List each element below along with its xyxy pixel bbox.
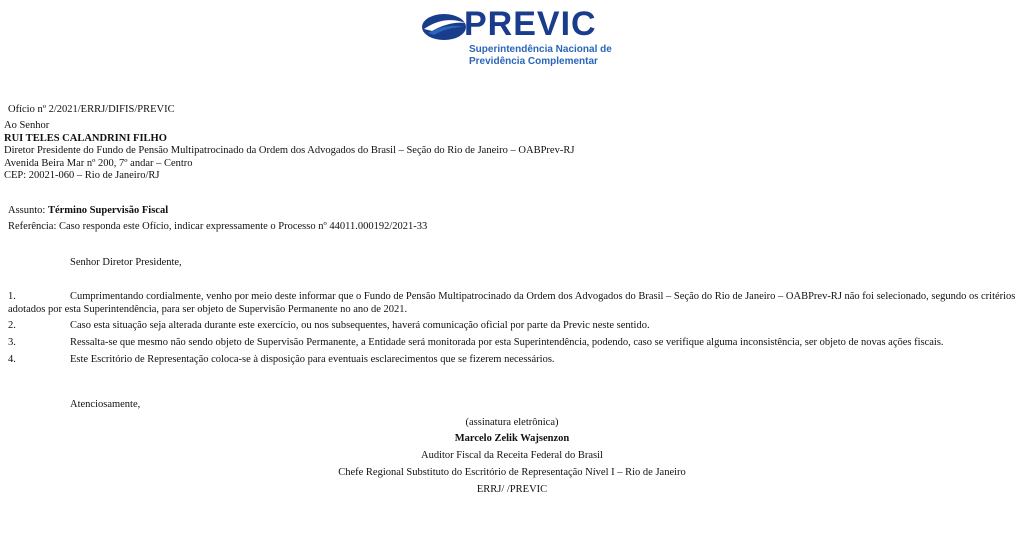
paragraph-number: 4. xyxy=(8,354,16,365)
subject-line xyxy=(8,205,168,218)
paragraph-text: Caso esta situação seja alterada durante este exercício, ou nos subsequentes, haverá comunicação oficial por parte da Previc neste sentido. xyxy=(70,320,650,331)
subject-label: Assunto: xyxy=(8,205,48,216)
paragraph-text: Este Escritório de Representação coloca-se à disposição para eventuais esclarecimentos que se fizerem necessários. xyxy=(70,354,555,365)
signatory-role: Auditor Fiscal da Receita Federal do Brasil xyxy=(421,450,603,461)
recipient-title: Diretor Presidente do Fundo de Pensão Multipatrocinado da Ordem dos Advogados do Brasil – Seção do Rio de Janeiro – OABPrev-RJ xyxy=(4,145,575,157)
process-reference-line: Referência: Caso responda este Ofício, indicar expressamente o Processo nº 44011.000192/2021-33 xyxy=(8,221,428,232)
paragraph-number: 2. xyxy=(8,320,16,331)
logo-subtitle-line2: Previdência Complementar xyxy=(469,56,598,67)
signature-note: (assinatura eletrônica) xyxy=(465,417,559,428)
document-reference-number: Ofício nº 2/2021/ERRJ/DIFIS/PREVIC xyxy=(8,104,175,115)
recipient-cep: CEP: 20021-060 – Rio de Janeiro/RJ xyxy=(4,170,160,182)
paragraph-4 xyxy=(8,354,1024,367)
subject-value: Término Supervisão Fiscal xyxy=(47,205,169,216)
logo-wordmark: PREVIC xyxy=(464,5,597,43)
recipient-name: RUI TELES CALANDRINI FILHO xyxy=(4,132,167,144)
paragraph-number: 1. xyxy=(8,291,16,302)
paragraph-text: Ressalta-se que mesmo não sendo objeto de Supervisão Permanente, a Entidade será monitorada por esta Superintendência, podendo, caso se verifique alguma inconsistência, ser objeto de novas ações fiscais. xyxy=(70,337,944,348)
recipient-block xyxy=(4,120,574,183)
previc-logo xyxy=(420,5,620,71)
recipient-salutation: Ao Senhor xyxy=(4,120,50,131)
logo-subtitle xyxy=(469,44,612,68)
logo-subtitle-line1: Superintendência Nacional de xyxy=(469,44,612,55)
greeting: Senhor Diretor Presidente, xyxy=(70,257,182,268)
paragraph-continuation: adotados por esta Superintendência, para ser objeto de Supervisão Permanente no ano de 2021. xyxy=(8,303,408,315)
paragraph-number: 3. xyxy=(8,337,16,348)
signatory-name: Marcelo Zelik Wajsenzon xyxy=(454,433,570,444)
paragraph-text: Cumprimentando cordialmente, venho por meio deste informar que o Fundo de Pensão Multipatrocinado da Ordem dos Advogados do Brasil – Seção do Rio de Janeiro – OABPrev-RJ não foi selecionado, segundo os critérios xyxy=(70,291,1016,302)
paragraph-1 xyxy=(8,291,1024,317)
paragraph-3 xyxy=(8,337,1024,350)
previc-swoosh-icon xyxy=(420,9,468,45)
signatory-position: Chefe Regional Substituto do Escritório de Representação Nível I – Rio de Janeiro xyxy=(338,467,686,478)
recipient-address: Avenida Beira Mar nº 200, 7º andar – Centro xyxy=(4,157,193,169)
paragraph-2 xyxy=(8,320,1024,333)
closing: Atenciosamente, xyxy=(70,399,141,410)
signatory-unit: ERRJ/ /PREVIC xyxy=(476,484,548,495)
